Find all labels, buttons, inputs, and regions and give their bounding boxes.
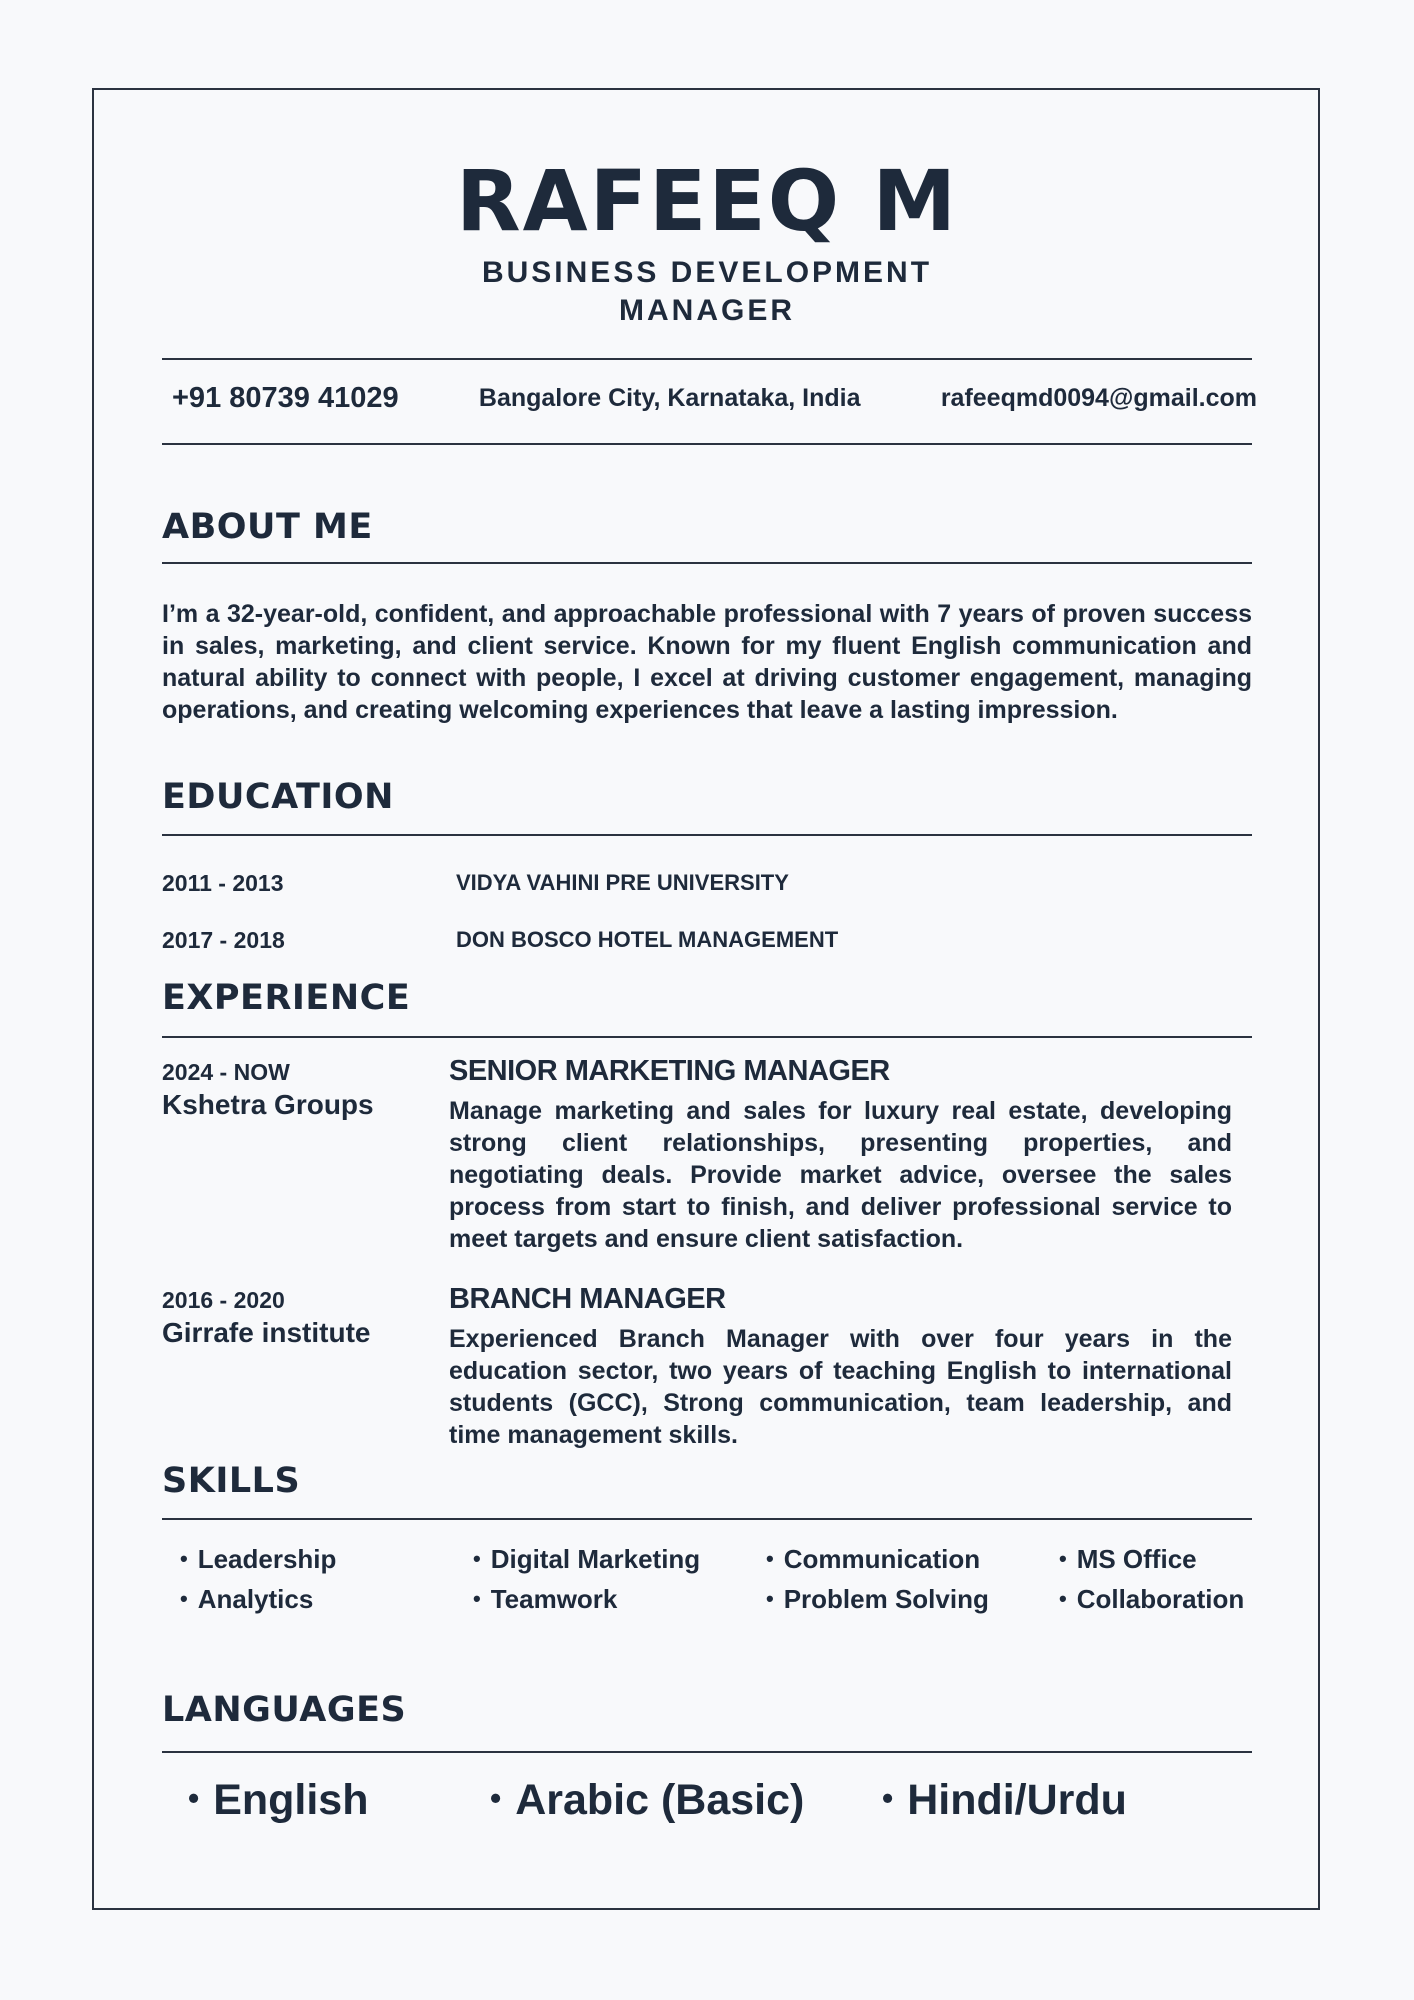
language-item (882, 1776, 1127, 1825)
languages-list (188, 1776, 1188, 1836)
experience-description: Experienced Branch Manager with over four years in the education sector, two years of teaching English to international students (GCC), Strong communication, team leadership, and time management skills. (449, 1325, 1232, 1449)
experience-role: SENIOR MARKETING MANAGER (449, 1055, 890, 1087)
language-label: Hindi/Urdu (907, 1776, 1127, 1824)
languages-heading: LANGUAGES (162, 1690, 407, 1730)
bullet-icon: • (180, 1586, 188, 1611)
education-school: VIDYA VAHINI PRE UNIVERSITY (456, 870, 789, 895)
skill-item (180, 1584, 313, 1615)
skills-heading: SKILLS (162, 1461, 301, 1501)
skill-item (180, 1544, 336, 1575)
skill-label: Communication (783, 1544, 981, 1574)
section-divider (162, 834, 1252, 836)
education-entry (162, 927, 1252, 957)
skill-item (766, 1584, 989, 1615)
bullet-icon: • (766, 1586, 774, 1611)
email-address: rafeeqmd0094@gmail.com (940, 384, 1257, 412)
experience-years: 2024 - NOW (162, 1059, 290, 1085)
skill-label: Digital Marketing (490, 1544, 701, 1574)
section-divider (162, 1036, 1252, 1038)
bullet-icon: • (490, 1780, 502, 1816)
language-label: English (213, 1776, 369, 1824)
experience-description: Manage marketing and sales for luxury real estate, developing strong client relationships, presenting properties, and negotiating deals. Provide market advice, oversee the sales process from start to finish, and deliver professional service to meet targets and ensure client satisfaction. (449, 1097, 1232, 1253)
skill-label: MS Office (1076, 1544, 1197, 1574)
experience-org: Kshetra Groups (162, 1089, 374, 1120)
education-school: DON BOSCO HOTEL MANAGEMENT (456, 927, 839, 952)
bullet-icon: • (473, 1586, 481, 1611)
about-heading: ABOUT ME (162, 507, 373, 547)
job-title-line-1: BUSINESS DEVELOPMENT (481, 256, 933, 289)
contact-bar (172, 382, 1257, 415)
language-item (188, 1776, 369, 1825)
education-years: 2011 - 2013 (162, 870, 284, 896)
divider (162, 443, 1252, 445)
skill-label: Collaboration (1076, 1584, 1245, 1614)
skill-label: Teamwork (490, 1584, 618, 1614)
section-divider (162, 562, 1252, 564)
divider (162, 358, 1252, 360)
bullet-icon: • (766, 1546, 774, 1571)
skill-item (473, 1544, 700, 1575)
experience-heading: EXPERIENCE (162, 978, 411, 1018)
skill-item (473, 1584, 617, 1615)
experience-years: 2016 - 2020 (162, 1287, 285, 1313)
location: Bangalore City, Karnataka, India (478, 384, 861, 412)
bullet-icon: • (188, 1780, 200, 1816)
bullet-icon: • (1059, 1546, 1067, 1571)
skill-label: Analytics (197, 1584, 314, 1614)
section-divider (162, 1751, 1252, 1753)
bullet-icon: • (1059, 1586, 1067, 1611)
education-years: 2017 - 2018 (162, 927, 285, 953)
job-title-line-2: MANAGER (619, 294, 795, 327)
candidate-name: RAFEEQ M (455, 152, 959, 250)
phone-number: +91 80739 41029 (172, 382, 399, 414)
language-item (490, 1776, 804, 1825)
job-title (0, 254, 1414, 330)
section-divider (162, 1518, 1252, 1520)
experience-org: Girrafe institute (162, 1317, 371, 1348)
skill-item (1059, 1584, 1244, 1615)
bullet-icon: • (473, 1546, 481, 1571)
education-entry (162, 870, 1252, 900)
language-label: Arabic (Basic) (515, 1776, 805, 1824)
bullet-icon: • (882, 1780, 894, 1816)
experience-role: BRANCH MANAGER (449, 1283, 726, 1315)
education-heading: EDUCATION (162, 777, 394, 817)
skill-item (766, 1544, 980, 1575)
skill-label: Leadership (197, 1544, 337, 1574)
bullet-icon: • (180, 1546, 188, 1571)
skill-item (1059, 1544, 1197, 1575)
about-text: I’m a 32-year-old, confident, and approachable professional with 7 years of proven success in sales, marketing, and client service. Known for my fluent English communication and natural ability to connect with people, I excel at driving customer engagement, managing operations, and creating welcoming experiences that leave a lasting impression. (162, 600, 1252, 724)
skill-label: Problem Solving (783, 1584, 989, 1614)
